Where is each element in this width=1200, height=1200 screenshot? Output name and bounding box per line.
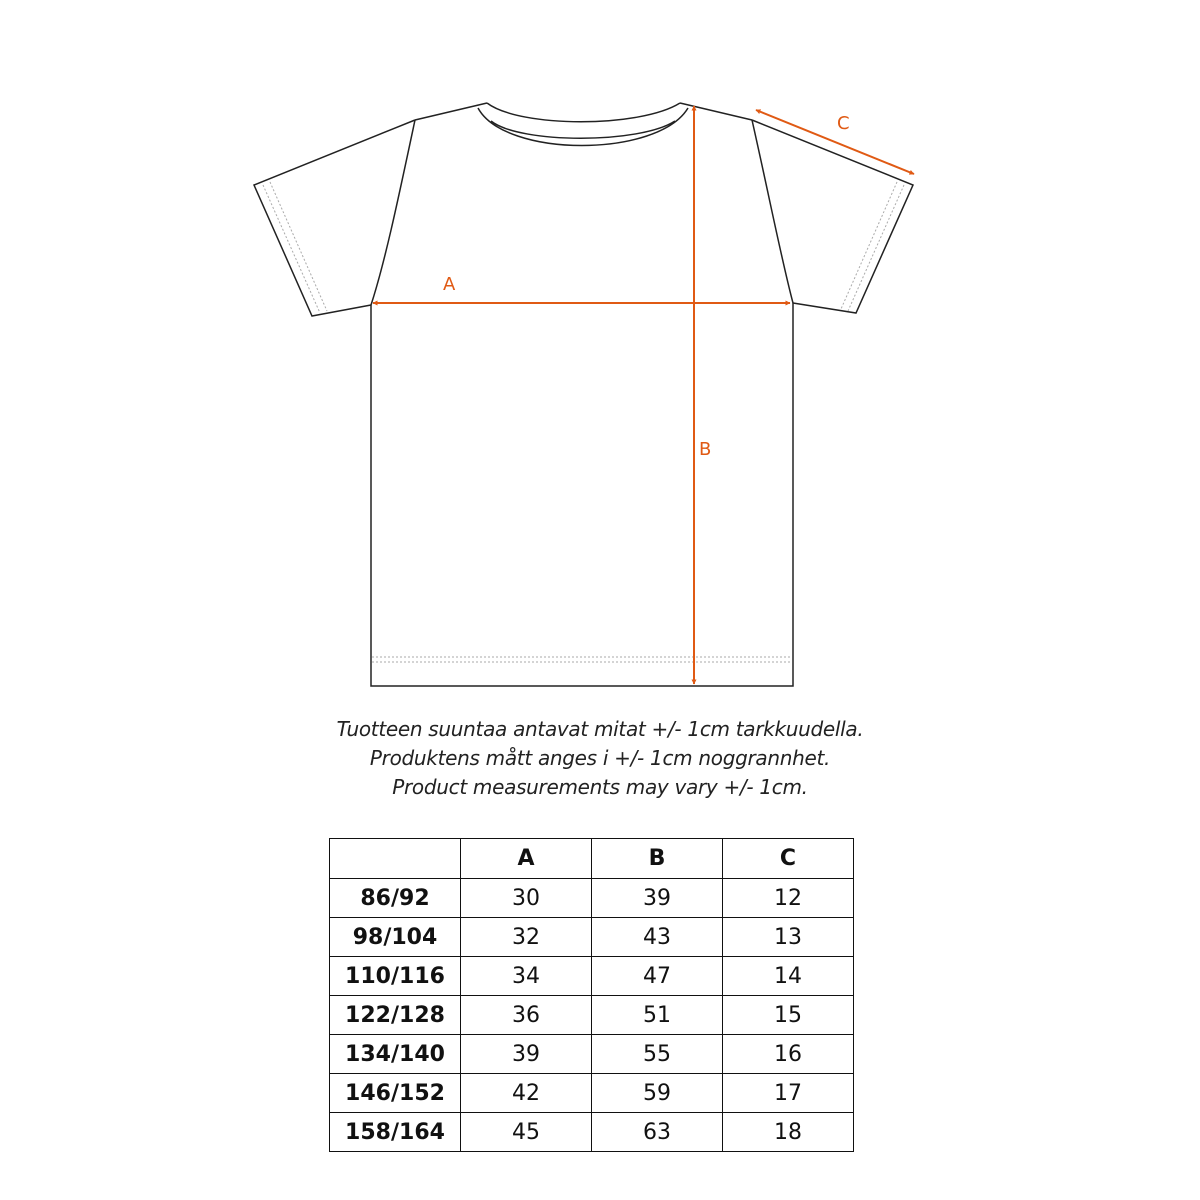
- label-a: A: [443, 274, 456, 295]
- header-b: B: [592, 839, 723, 879]
- value-c: 13: [723, 918, 854, 957]
- value-b: 51: [592, 996, 723, 1035]
- table-row: [330, 996, 854, 1035]
- size-cell: 134/140: [330, 1035, 461, 1074]
- value-c: 16: [723, 1035, 854, 1074]
- table-row: [330, 1113, 854, 1152]
- size-cell: 86/92: [330, 879, 461, 918]
- table-row: [330, 1035, 854, 1074]
- measurement-b: [694, 106, 711, 684]
- size-cell: 110/116: [330, 957, 461, 996]
- tshirt-outline: [254, 103, 913, 686]
- value-a: 39: [461, 1035, 592, 1074]
- header-size: [330, 839, 461, 879]
- size-cell: 158/164: [330, 1113, 461, 1152]
- label-c: C: [837, 113, 850, 134]
- note-finnish: Tuotteen suuntaa antavat mitat +/- 1cm tarkkuudella.: [336, 717, 864, 741]
- value-b: 43: [592, 918, 723, 957]
- size-cell: 98/104: [330, 918, 461, 957]
- value-c: 18: [723, 1113, 854, 1152]
- table-row: [330, 918, 854, 957]
- value-a: 36: [461, 996, 592, 1035]
- measurement-a: [373, 274, 790, 303]
- value-b: 47: [592, 957, 723, 996]
- label-b: B: [699, 439, 712, 460]
- measurement-c: [756, 110, 914, 174]
- value-c: 15: [723, 996, 854, 1035]
- table-row: [330, 879, 854, 918]
- header-a: A: [461, 839, 592, 879]
- header-c: C: [723, 839, 854, 879]
- value-a: 30: [461, 879, 592, 918]
- value-b: 55: [592, 1035, 723, 1074]
- value-a: 32: [461, 918, 592, 957]
- value-a: 42: [461, 1074, 592, 1113]
- value-a: 34: [461, 957, 592, 996]
- value-b: 59: [592, 1074, 723, 1113]
- value-b: 39: [592, 879, 723, 918]
- note-swedish: Produktens mått anges i +/- 1cm noggrannhet.: [369, 746, 831, 770]
- value-a: 45: [461, 1113, 592, 1152]
- size-table: [329, 838, 854, 1152]
- table-row: [330, 957, 854, 996]
- table-header-row: [330, 839, 854, 879]
- table-row: [330, 1074, 854, 1113]
- value-c: 14: [723, 957, 854, 996]
- value-c: 17: [723, 1074, 854, 1113]
- measurement-notes: [0, 715, 1200, 802]
- size-cell: 122/128: [330, 996, 461, 1035]
- value-b: 63: [592, 1113, 723, 1152]
- value-c: 12: [723, 879, 854, 918]
- size-cell: 146/152: [330, 1074, 461, 1113]
- note-english: Product measurements may vary +/- 1cm.: [392, 775, 808, 799]
- stitch-lines: [263, 182, 904, 662]
